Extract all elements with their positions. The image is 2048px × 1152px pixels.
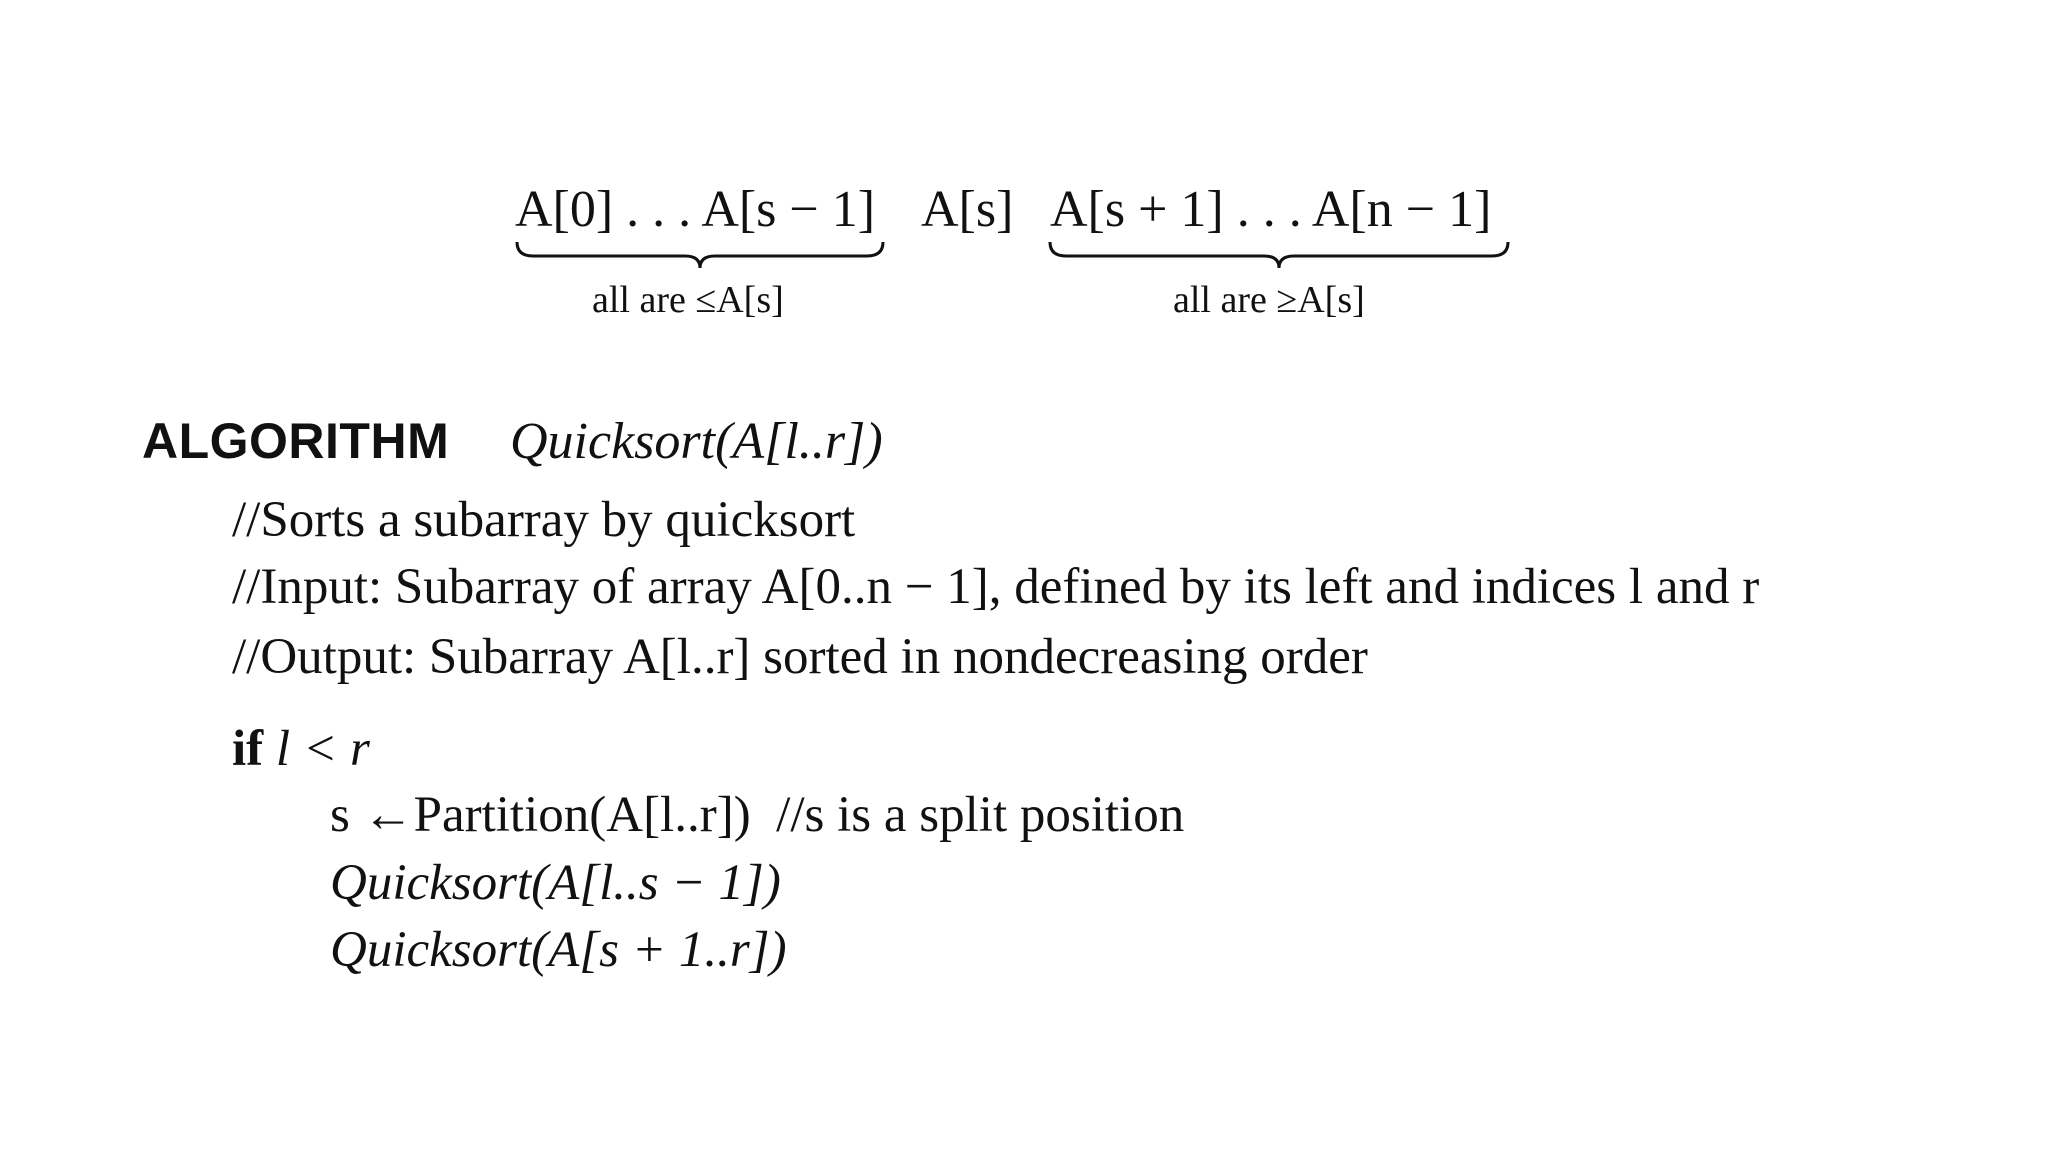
partition-call-line: s ←Partition(A[l..r]) //s is a split position [330, 787, 1185, 843]
algorithm-signature: Quicksort(A[l..r]) [510, 413, 883, 470]
left-subarray-expression: A[0] . . . A[s − 1] [515, 181, 876, 238]
if-keyword: if [232, 721, 264, 777]
pivot-expression: A[s] [921, 181, 1014, 238]
comment-output: //Output: Subarray A[l..r] sorted in nondecreasing order [232, 629, 1368, 685]
if-statement [232, 721, 370, 777]
right-subarray-expression: A[s + 1] . . . A[n − 1] [1050, 181, 1492, 238]
comment-purpose: //Sorts a subarray by quicksort [232, 492, 856, 548]
recursive-call-right: Quicksort(A[s + 1..r]) [330, 922, 787, 978]
algorithm-heading: ALGORITHM [142, 413, 450, 469]
comment-input: //Input: Subarray of array A[0..n − 1], defined by its left and indices l and r [232, 559, 1760, 615]
recursive-call-left: Quicksort(A[l..s − 1]) [330, 855, 781, 911]
right-condition-note: all are ≥A[s] [1173, 279, 1365, 321]
if-condition: l < r [275, 721, 370, 777]
right-underbrace [1048, 240, 1510, 270]
left-condition-note: all are ≤A[s] [592, 279, 784, 321]
left-underbrace [515, 240, 885, 270]
